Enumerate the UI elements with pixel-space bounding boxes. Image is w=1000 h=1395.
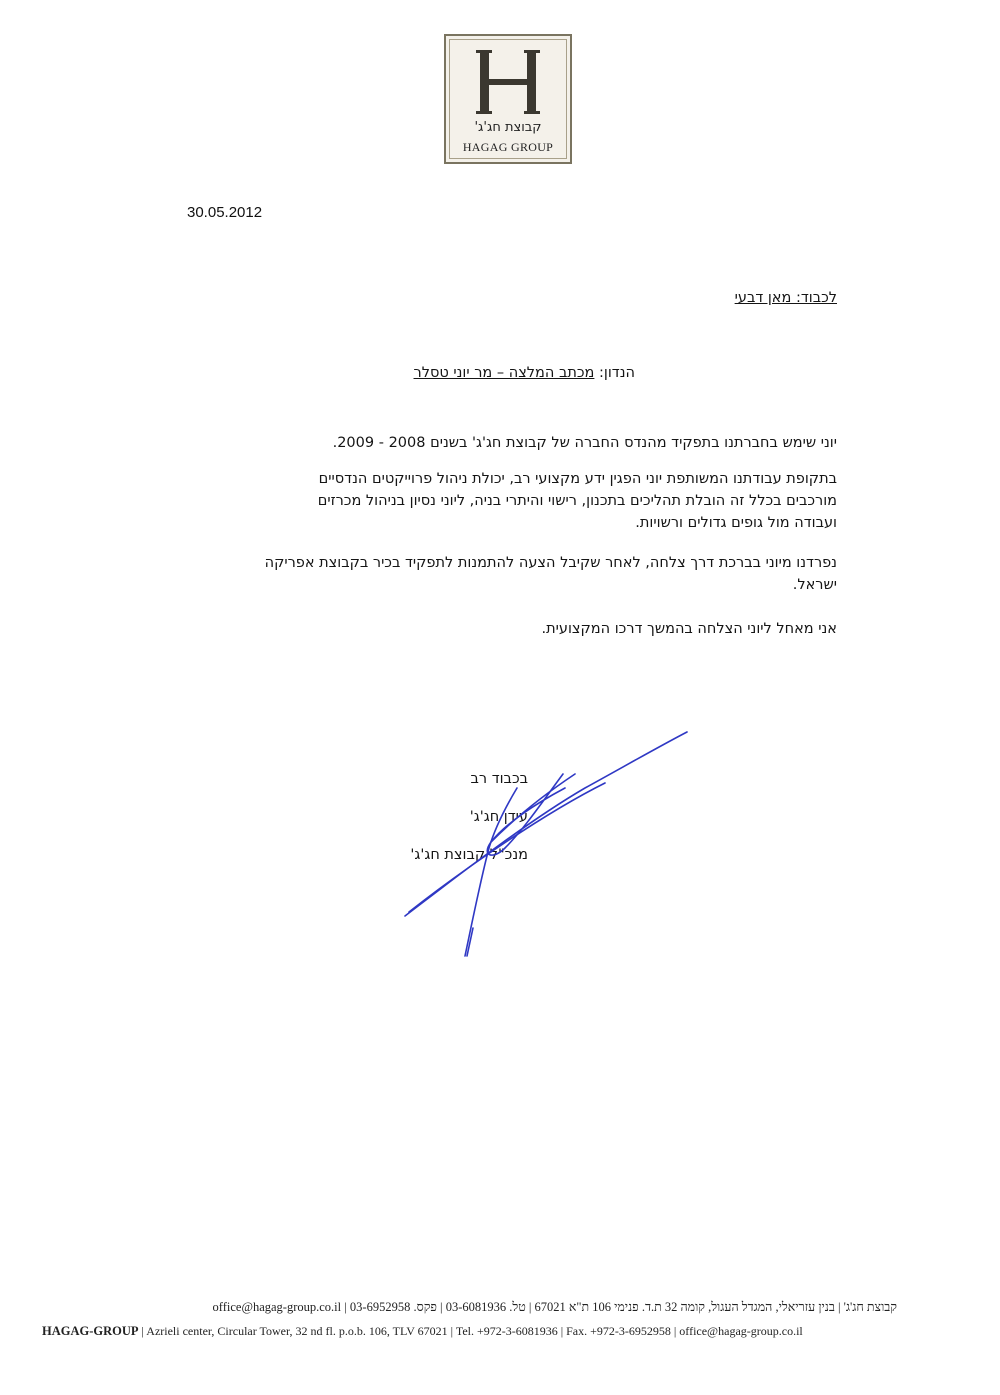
handwritten-signature xyxy=(395,728,695,968)
closing-regards: בכבוד רב xyxy=(470,771,528,787)
footer-address: | Azrieli center, Circular Tower, 32 nd fl. p.o.b. 106, TLV 67021 | Tel. +972-3-6081936 | Fax. +972-3-6952958 | office@hagag-group.co.il xyxy=(141,1324,803,1338)
logo-hebrew-name: קבוצת חג'ג' xyxy=(474,120,542,135)
paragraph-3-line-2: ישראל. xyxy=(792,577,837,593)
subject-prefix: הנדון: xyxy=(599,365,635,381)
footer-english-line xyxy=(42,1324,897,1339)
paragraph-2-line-2: מורכבים בכלל זה הובלת תהליכים בתכנון, רישוי והיתרי בניה, ליוני נסיון בניהול מכרזים xyxy=(317,493,837,509)
paragraph-3-line-1: נפרדנו מיוני בברכת דרך צלחה, לאחר שקיבל הצעה להתמנות לתפקיד בכיר בקבוצת אפריקה xyxy=(264,555,837,571)
paragraph-2-line-1: בתקופת עבודתנו המשותפת יוני הפגין ידע מקצועי רב, יכולת ניהול פרוייקטים הנדסיים xyxy=(318,471,837,487)
body-paragraph-4: אני מאחל ליוני הצלחה בהמשך דרכו המקצועית. xyxy=(541,621,837,637)
body-paragraph-2 xyxy=(318,468,837,534)
footer-hebrew-line: קבוצת חג'ג' | בנין עזריאלי, המגדל העגול, קומה 32 ת.ד. פנימי 106 ת"א 67021 | טל. 03-6081936 | פקס. 03-6952958 | office@hagag-group.co.il xyxy=(212,1300,897,1314)
signer-title: מנכ"ל קבוצת חג'ג' xyxy=(410,847,528,863)
body-paragraph-3 xyxy=(265,552,837,596)
body-paragraph-1: יוני שימש בחברתנו בתפקיד מהנדס החברה של קבוצת חג'ג' בשנים 2008 - 2009. xyxy=(332,435,837,451)
logo-english-name: HAGAG GROUP xyxy=(462,140,554,154)
subject-text: מכתב המלצה – מר יוני טסלר xyxy=(413,365,595,381)
subject-line xyxy=(414,365,635,381)
logo-h-mark xyxy=(474,46,542,118)
footer-brand: HAGAG-GROUP xyxy=(42,1324,139,1338)
letter-date: 30.05.2012 xyxy=(187,204,263,221)
recipient-line: לכבוד: מאן דבעי xyxy=(734,290,837,306)
paragraph-2-line-3: ועבודה מול גופים גדולים ורשויות. xyxy=(635,515,837,531)
company-logo xyxy=(444,34,572,164)
signer-name: עידן חג'ג' xyxy=(469,809,528,825)
